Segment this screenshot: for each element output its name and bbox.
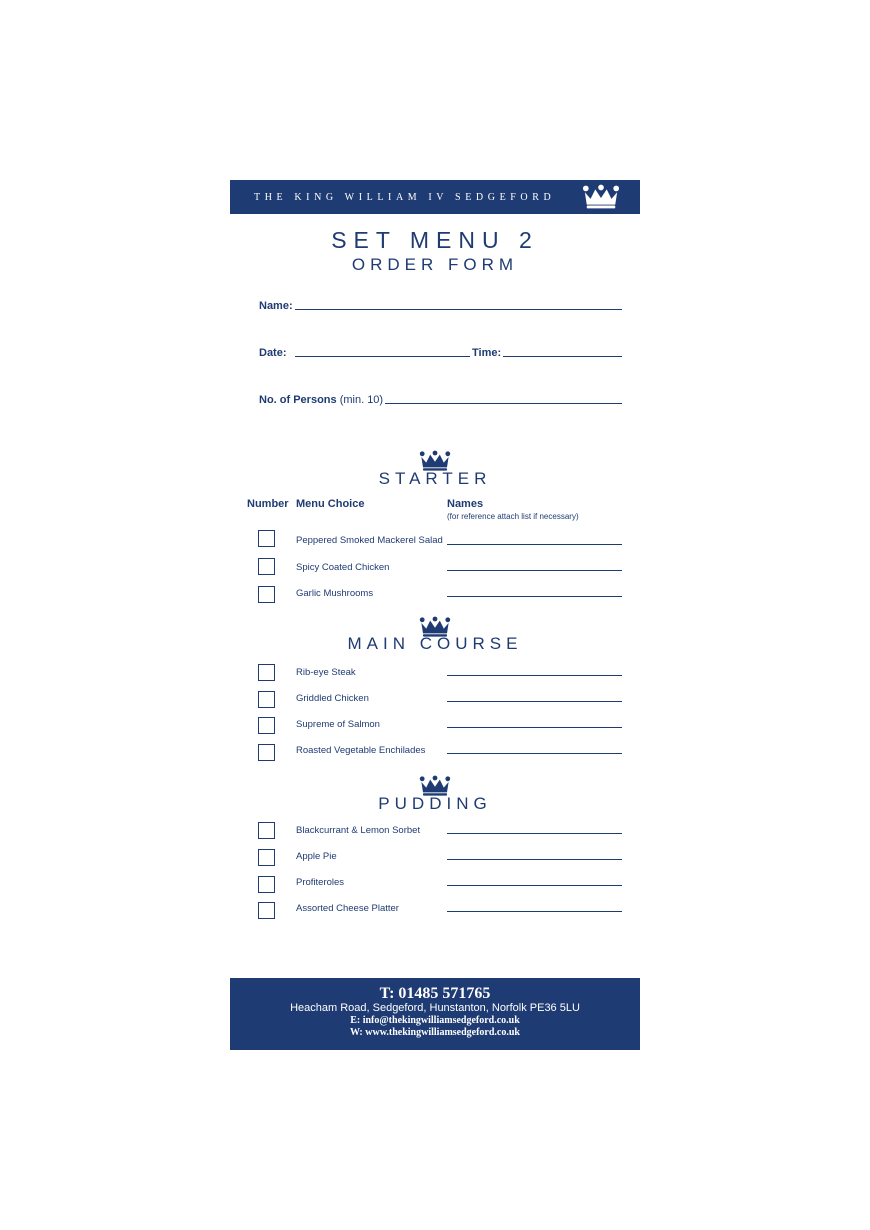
names-field[interactable]: [447, 859, 622, 860]
persons-label-text: No. of Persons: [259, 394, 337, 406]
pudding-quantity-box[interactable]: [258, 876, 275, 893]
section-title-starter: STARTER: [378, 469, 492, 488]
column-menu-choice: Menu Choice: [296, 498, 365, 510]
menu-item: Roasted Vegetable Enchilades: [296, 745, 426, 756]
menu-item: Blackcurrant & Lemon Sorbet: [296, 825, 421, 836]
crown-icon: [582, 184, 620, 210]
names-field[interactable]: [447, 885, 622, 886]
main-quantity-box[interactable]: [258, 717, 275, 734]
menu-item: Assorted Cheese Platter: [296, 903, 399, 914]
names-field[interactable]: [447, 596, 622, 597]
name-label: Name:: [259, 300, 293, 312]
footer-phone: T: 01485 571765: [379, 985, 491, 1002]
names-field[interactable]: [447, 833, 622, 834]
footer-email[interactable]: E: info@thekingwilliamsedgeford.co.uk: [350, 1015, 520, 1026]
page-title: SET MENU 2: [331, 227, 539, 253]
names-note: (for reference attach list if necessary): [447, 512, 579, 521]
persons-note: (min. 10): [339, 394, 384, 406]
menu-item: Apple Pie: [296, 851, 337, 862]
main-quantity-box[interactable]: [258, 744, 275, 761]
column-number: Number: [247, 498, 289, 510]
menu-item: Rib-eye Steak: [296, 667, 356, 678]
name-field[interactable]: [295, 309, 622, 310]
footer-website[interactable]: W: www.thekingwilliamsedgeford.co.uk: [349, 1027, 520, 1038]
date-field[interactable]: [295, 356, 470, 357]
names-field[interactable]: [447, 701, 622, 702]
persons-field[interactable]: [385, 403, 622, 404]
banner-text: THE KING WILLIAM IV SEDGEFORD: [254, 192, 556, 203]
section-title-pudding: PUDDING: [378, 794, 492, 813]
column-names: Names: [447, 498, 484, 510]
section-title-main: MAIN COURSE: [347, 634, 523, 653]
header-banner: [230, 180, 640, 214]
menu-item: Spicy Coated Chicken: [296, 562, 390, 573]
menu-item: Peppered Smoked Mackerel Salad: [296, 535, 443, 546]
time-label: Time:: [472, 347, 502, 359]
menu-item: Profiteroles: [296, 877, 345, 888]
names-field[interactable]: [447, 570, 622, 571]
starter-quantity-box[interactable]: [258, 558, 275, 575]
pudding-quantity-box[interactable]: [258, 849, 275, 866]
names-field[interactable]: [447, 911, 622, 912]
footer-address: Heacham Road, Sedgeford, Hunstanton, Norfolk PE36 5LU: [290, 1002, 580, 1014]
starter-quantity-box[interactable]: [258, 586, 275, 603]
names-field[interactable]: [447, 675, 622, 676]
names-field[interactable]: [447, 727, 622, 728]
pudding-quantity-box[interactable]: [258, 822, 275, 839]
names-field[interactable]: [447, 753, 622, 754]
names-field[interactable]: [447, 544, 622, 545]
main-quantity-box[interactable]: [258, 691, 275, 708]
main-quantity-box[interactable]: [258, 664, 275, 681]
menu-item: Griddled Chicken: [296, 693, 369, 704]
time-field[interactable]: [503, 356, 622, 357]
pudding-quantity-box[interactable]: [258, 902, 275, 919]
starter-quantity-box[interactable]: [258, 530, 275, 547]
persons-label: [259, 394, 383, 406]
footer-banner: [230, 978, 640, 1050]
date-label: Date:: [259, 347, 287, 359]
menu-item: Garlic Mushrooms: [296, 588, 374, 599]
menu-item: Supreme of Salmon: [296, 719, 380, 730]
page-subtitle: ORDER FORM: [351, 255, 519, 274]
